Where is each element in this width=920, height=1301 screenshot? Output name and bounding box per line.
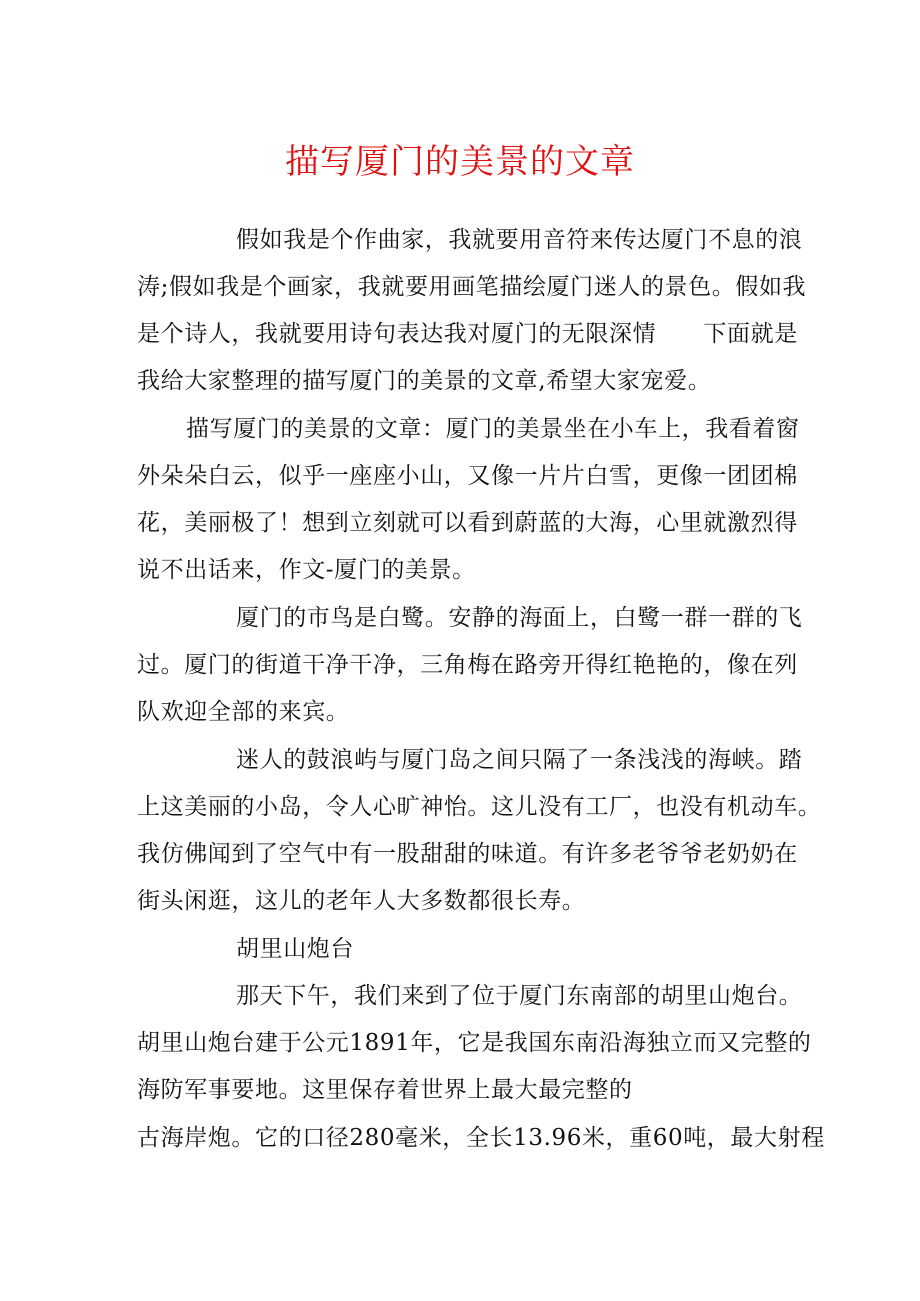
body-line: 街头闲逛，这儿的老年人大多数都很长寿。 bbox=[137, 888, 586, 914]
body-line: 那天下午，我们来到了位于厦门东南部的胡里山炮台。 bbox=[236, 983, 803, 1009]
body-line: 花，美丽极了！想到立刻就可以看到蔚蓝的大海，心里就激烈得 bbox=[137, 510, 798, 536]
body-line: 队欢迎全部的来宾。 bbox=[137, 699, 350, 725]
body-line: 海防军事要地。这里保存着世界上最大最完整的 bbox=[137, 1077, 633, 1103]
body-line: 我仿佛闻到了空气中有一股甜甜的味道。有许多老爷爷老奶奶在 bbox=[137, 841, 798, 867]
body-line: 涛;假如我是个画家，我就要用画笔描绘厦门迷人的景色。假如我 bbox=[137, 274, 807, 300]
body-line: 说不出话来，作文-厦门的美景。 bbox=[137, 557, 476, 583]
body-line: 厦门的市鸟是白鹭。安静的海面上，白鹭一群一群的飞 bbox=[236, 605, 803, 631]
body-line: 描写厦门的美景的文章：厦门的美景坐在小车上，我看着窗 bbox=[186, 416, 800, 442]
body-line: 胡里山炮台建于公元1891年，它是我国东南沿海独立而又完整的 bbox=[137, 1030, 812, 1056]
body-line: 我给大家整理的描写厦门的美景的文章,希望大家宠爱。 bbox=[137, 368, 712, 394]
document-title: 描写厦门的美景的文章 bbox=[285, 142, 635, 182]
body-line: 是个诗人，我就要用诗句表达我对厦门的无限深情 下面就是 bbox=[137, 321, 798, 347]
body-line: 外朵朵白云，似乎一座座小山，又像一片片白雪，更像一团团棉 bbox=[137, 463, 798, 489]
body-line: 上这美丽的小岛，令人心旷神怡。这儿没有工厂，也没有机动车。 bbox=[137, 794, 822, 820]
body-line: 迷人的鼓浪屿与厦门岛之间只隔了一条浅浅的海峡。踏 bbox=[236, 747, 803, 773]
body-line: 假如我是个作曲家，我就要用音符来传达厦门不息的浪 bbox=[236, 227, 803, 253]
body-line: 古海岸炮。它的口径280毫米，全长13.96米，重60吨，最大射程 bbox=[137, 1125, 825, 1151]
body-line: 过。厦门的街道干净干净，三角梅在路旁开得红艳艳的，像在列 bbox=[137, 652, 798, 678]
section-heading: 胡里山炮台 bbox=[236, 936, 354, 962]
